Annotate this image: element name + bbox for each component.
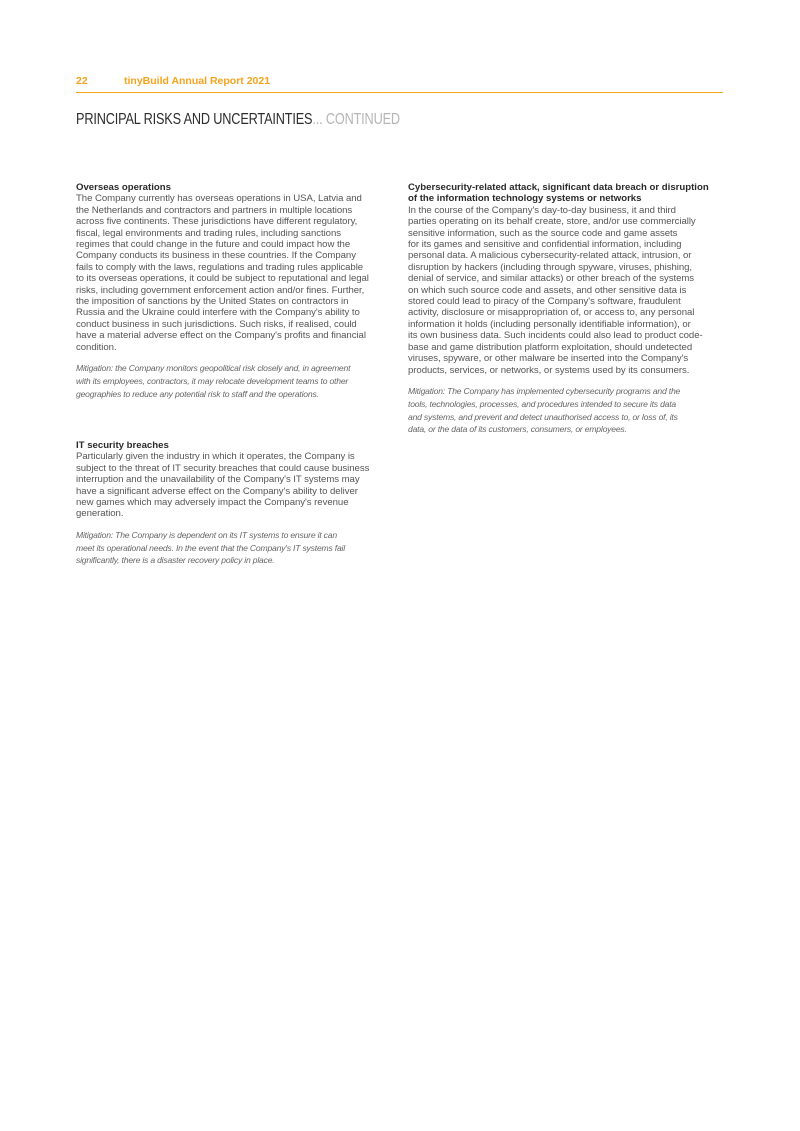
mitigation-line: Mitigation: The Company is dependent on its IT systems to ensure it can (76, 529, 337, 540)
section-body (408, 205, 738, 376)
body-line: The Company currently has overseas operations in USA, Latvia and (76, 193, 362, 205)
section-mitigation (76, 362, 406, 400)
section-it-security-breaches (76, 440, 406, 567)
body-line: generation. (76, 508, 124, 520)
body-line: to its overseas operations, it could be subject to reputational and legal (76, 273, 369, 285)
mitigation-line: geographies to reduce any potential risk to staff and the operations. (76, 388, 319, 399)
body-line: sensitive information, such as the source code and game assets (408, 227, 678, 239)
body-line: new games which may adversely impact the Company's revenue (76, 497, 349, 509)
body-line: regimes that could change in the future and could impact how the (76, 239, 351, 251)
section-overseas-operations (76, 182, 406, 400)
section-body (76, 193, 406, 353)
body-line: Russia and the Ukraine could interfere with the Company's ability to (76, 307, 360, 319)
body-line: personal data. A malicious cybersecurity-related attack, intrusion, or (408, 250, 692, 262)
page-title-main: PRINCIPAL RISKS AND UNCERTAINTIES (76, 111, 313, 128)
heading-line: of the information technology systems or networks (408, 193, 642, 205)
body-line: Company conducts its business in these countries. If the Company (76, 250, 356, 262)
heading-line: IT security breaches (76, 440, 169, 451)
body-line: have a significant adverse effect on the Company's ability to deliver (76, 485, 358, 497)
report-title: tinyBuild Annual Report 2021 (124, 75, 271, 87)
body-line: stored could lead to piracy of the Company's software, fraudulent (408, 296, 681, 308)
section-heading (76, 440, 406, 451)
body-line: risks, including government enforcement action and/or fines. Further, (76, 284, 365, 296)
header-rule (76, 92, 723, 93)
body-line: on which such source code and assets, and other sensitive data is (408, 284, 687, 296)
body-line: the Netherlands and contractors and partners in multiple locations (76, 204, 353, 216)
body-line: for its games and sensitive and confidential information, including (408, 239, 682, 251)
page-number: 22 (76, 75, 88, 87)
mitigation-line: Mitigation: The Company has implemented cybersecurity programs and the (408, 385, 681, 396)
body-line: parties operating on its behalf create, store, and/or use commercially (408, 216, 696, 228)
body-line: subject to the threat of IT security breaches that could cause business (76, 462, 370, 474)
mitigation-line: significantly, there is a disaster recovery policy in place. (76, 555, 275, 566)
body-line: base and game distribution platform exploitation, should undetected (408, 341, 693, 353)
section-cybersecurity-attack (408, 182, 738, 436)
section-mitigation (76, 529, 406, 567)
body-line: viruses, spyware, or other malware be inserted into the Company's (408, 353, 689, 365)
body-line: condition. (76, 341, 117, 353)
body-line: Particularly given the industry in which it operates, the Company is (76, 451, 355, 463)
mitigation-line: with its employees, contractors, it may relocate development teams to other (76, 375, 349, 386)
body-line: In the course of the Company's day-to-day business, it and third (408, 204, 676, 216)
body-line: across five continents. These jurisdictions have different regulatory, (76, 216, 358, 228)
body-line: activity, disclosure or misappropriation of, or access to, any personal (408, 307, 695, 319)
page-title-continued: ... CONTINUED (312, 111, 400, 128)
body-line: its own business data. Such incidents could also lead to product code- (408, 330, 703, 342)
mitigation-line: data, or the data of its customers, consumers, or employees. (408, 424, 627, 435)
body-line: disruption by hackers (including through spyware, viruses, phishing, (408, 261, 693, 273)
mitigation-line: tools, technologies, processes, and procedures intended to secure its data (408, 398, 677, 409)
body-line: conduct business in such jurisdictions. Such risks, if realised, could (76, 318, 357, 330)
body-line: interruption and the unavailability of the Company's IT systems may (76, 474, 360, 486)
body-line: fiscal, legal environments and trading rules, including sanctions (76, 227, 341, 239)
body-line: denial of service, and similar attacks) or other breach of the systems (408, 273, 695, 285)
section-body (76, 451, 406, 519)
heading-line: Overseas operations (76, 182, 171, 193)
section-heading (76, 182, 406, 193)
section-mitigation (408, 385, 738, 436)
body-line: fails to comply with the laws, regulations and trading rules applicable (76, 261, 364, 273)
body-line: products, services, or networks, or systems used by its consumers. (408, 364, 690, 376)
mitigation-line: Mitigation: the Company monitors geopolitical risk closely and, in agreement (76, 363, 351, 374)
page-title (76, 111, 400, 129)
mitigation-line: and systems, and prevent and detect unauthorised access to, or loss of, its (408, 411, 678, 422)
body-line: the imposition of sanctions by the United States on contractors in (76, 296, 349, 308)
mitigation-line: meet its operational needs. In the event that the Company's IT systems fail (76, 542, 345, 553)
heading-line: Cybersecurity-related attack, significant data breach or disruption (408, 182, 709, 193)
body-line: have a material adverse effect on the Company's profits and financial (76, 330, 366, 342)
body-line: information it holds (including personally identifiable information), or (408, 318, 691, 330)
section-heading (408, 182, 738, 205)
